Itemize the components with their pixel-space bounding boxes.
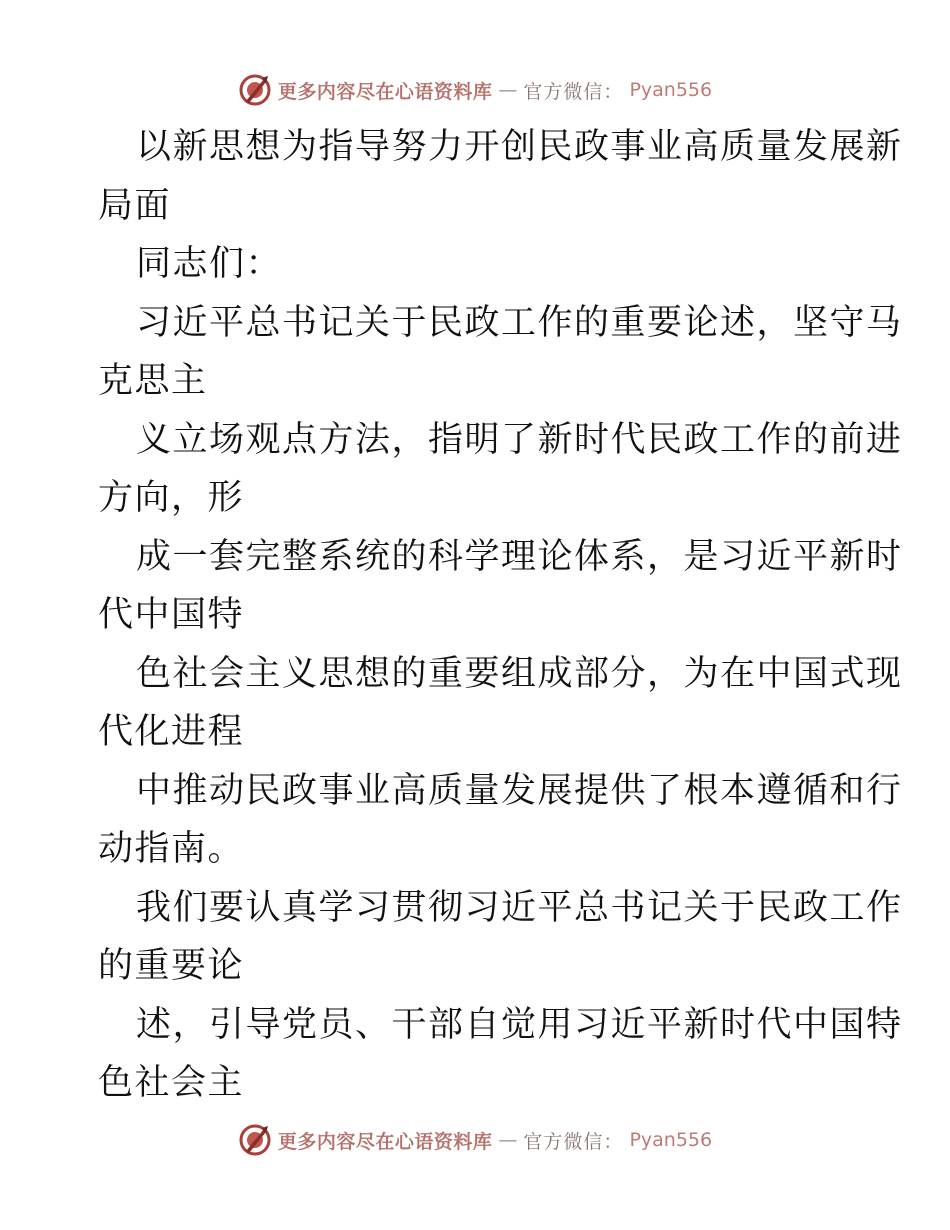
salutation: 同志们：: [136, 244, 283, 284]
watermark-official-label: 官方微信：: [523, 80, 624, 103]
watermark-brand-text: 更多内容尽在心语资料库: [277, 80, 493, 103]
paragraph-line: 中推动民政事业高质量发展提供了根本遵循和行: [136, 770, 903, 811]
title-line-2: 局面: [98, 185, 172, 226]
footer-watermark: [0, 1120, 950, 1160]
paragraph-line: 的重要论: [98, 946, 245, 986]
watermark-wechat-id: Pyan556: [629, 1129, 713, 1151]
watermark-official-label: 官方微信：: [523, 1130, 624, 1153]
paragraph-line: 义立场观点方法，指明了新时代民政工作的前进: [136, 419, 903, 460]
paragraph-line: 述，引导党员、干部自觉用习近平新时代中国特: [136, 1004, 903, 1045]
quill-seal-icon: [238, 73, 272, 107]
paragraph-line: 方向，形: [98, 478, 245, 518]
watermark-separator: —: [498, 79, 518, 101]
header-watermark: [0, 70, 950, 110]
title-line-1: 以新思想为指导努力开创民政事业高质量发展新: [136, 127, 903, 167]
paragraph-line: 成一套完整系统的科学理论体系，是习近平新时: [136, 536, 903, 577]
paragraph-line: 色社会主: [98, 1063, 245, 1103]
paragraph-line: 我们要认真学习贯彻习近平总书记关于民政工作: [136, 887, 903, 928]
document-body: [98, 118, 903, 1113]
watermark-brand-text: 更多内容尽在心语资料库: [277, 1130, 493, 1153]
paragraph-line: 色社会主义思想的重要组成部分，为在中国式现: [136, 653, 903, 694]
paragraph-line: 克思主: [98, 361, 208, 401]
paragraph-line: 代化进程: [98, 712, 245, 752]
watermark-separator: —: [498, 1129, 518, 1151]
watermark-wechat-id: Pyan556: [629, 79, 713, 101]
paragraph-line: 动指南。: [98, 829, 245, 869]
paragraph-line: 习近平总书记关于民政工作的重要论述，坚守马: [136, 302, 903, 343]
quill-seal-icon: [238, 1123, 272, 1157]
paragraph-line: 代中国特: [98, 595, 245, 635]
